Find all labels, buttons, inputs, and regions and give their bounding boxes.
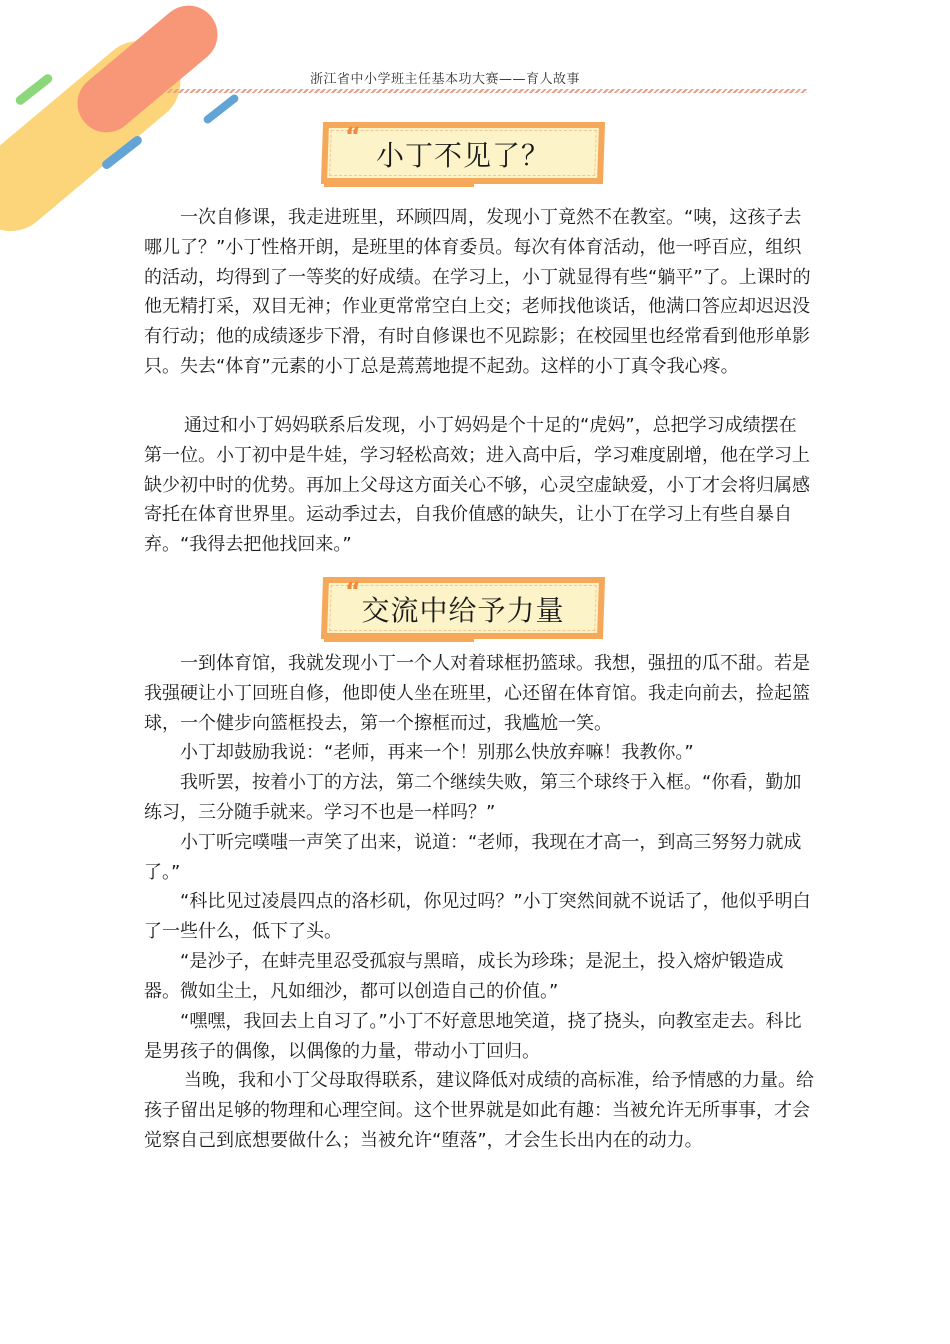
section2-title-underline [324,639,474,642]
section2-paragraph-5: “科比见过凌晨四点的洛杉矶，你见过吗？”小丁突然间就不说话了，他似乎明白了一些什么，低下了头。 [144,891,811,942]
quote-accent-icon: “ [345,122,361,150]
section1-paragraph-1: 一次自修课，我走进班里，环顾四周，发现小丁竟然不在教室。“咦，这孩子去哪儿了？”小丁性格开朗，是班里的体育委员。每次有体育活动，他一呼百应，组织的活动，均得到了一等奖的好成绩。在学习上，小丁就显得有些“躺平”了。上课时的他无精打采，双目无神；作业更常常空白上交；老师找他谈话，他满口答应却迟迟没有行动；他的成绩逐步下滑，有时自修课也不见踪影；在校园里也经常看到他形单影只。失去“体育”元素的小丁总是蔫蔫地提不起劲。这样的小丁真令我心疼。 [144,207,811,377]
section1-title-underline [324,184,474,187]
section2-paragraph-1: 一到体育馆，我就发现小丁一个人对着球框扔篮球。我想，强扭的瓜不甜。若是我强硬让小丁回班自修，他即使人坐在班里，心还留在体育馆。我走向前去，捡起篮球，一个健步向篮框投去，第一个擦框而过，我尴尬一笑。 [144,653,810,734]
section1-paragraph-2: 通过和小丁妈妈联系后发现，小丁妈妈是个十足的“虎妈”，总把学习成绩摆在第一位。小丁初中是牛娃，学习轻松高效；进入高中后，学习难度剧增，他在学习上缺少初中时的优势。再加上父母这方面关心不够，心灵空虚缺爱，小丁才会将归属感寄托在体育世界里。运动季过去，自我价值感的缺失，让小丁在学习上有些自暴自弃。“我得去把他找回来。” [144,415,810,556]
section2-paragraph-4: 小丁听完噗嗤一声笑了出来，说道：“老师，我现在才高一，到高三努努力就成了。” [144,832,802,883]
section2-title: 交流中给予力量 [361,594,565,627]
decorative-blue-stripe-small [202,93,240,125]
section2-paragraph-8: 当晚，我和小丁父母取得联系，建议降低对成绩的高标准，给予情感的力量。给孩子留出足够的物理和心理空间。这个世界就是如此有趣：当被允许无所事事，才会觉察自己到底想要做什么；当被允许“堕落”，才会生长出内在的动力。 [144,1070,814,1151]
header-divider [165,89,807,93]
quote-accent-icon: “ [345,577,361,605]
section2-paragraph-7: “嘿嘿，我回去上自习了。”小丁不好意思地笑道，挠了挠头，向教室走去。科比是男孩子的偶像，以偶像的力量，带动小丁回归。 [144,1011,802,1062]
running-header: 浙江省中小学班主任基本功大赛——育人故事 [310,72,581,87]
decorative-green-stripe [14,72,54,106]
section2-paragraph-2: 小丁却鼓励我说：“老师，再来一个！别那么快放弃嘛！我教你。” [180,742,694,763]
section2-paragraph-6: “是沙子，在蚌壳里忍受孤寂与黑暗，成长为珍珠；是泥土，投入熔炉锻造成器。微如尘土，凡如细沙，都可以创造自己的价值。” [144,951,784,1002]
section1-title: 小丁不见了？ [375,139,550,172]
section2-paragraph-3: 我听罢，按着小丁的方法，第二个继续失败，第三个球终于入框。“你看，勤加练习，三分随手就来。学习不也是一样吗？” [144,772,802,823]
